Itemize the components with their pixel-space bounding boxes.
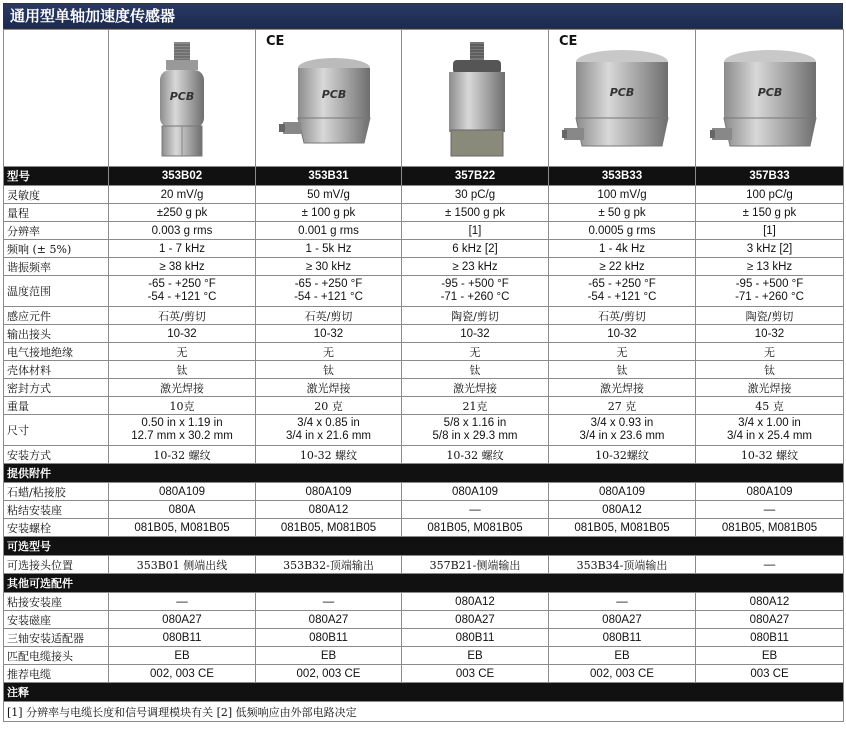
- cell-value: 激光焊接: [402, 379, 549, 397]
- cell-value: 钛: [109, 361, 256, 379]
- page-title: 通用型单轴加速度传感器: [3, 3, 843, 29]
- cell-value: EB: [256, 647, 402, 665]
- cell-value: 10-32: [549, 325, 696, 343]
- table-row: [4, 665, 844, 683]
- table-row: [4, 361, 844, 379]
- cell-value: [696, 276, 844, 307]
- cell-value: [402, 276, 549, 307]
- cell-value: 080B11: [402, 629, 549, 647]
- cell-value: ± 1500 g pk: [402, 204, 549, 222]
- cell-value: 石英/剪切: [109, 307, 256, 325]
- row-label: 安装方式: [4, 446, 109, 464]
- model-header-label: 型号: [4, 167, 109, 186]
- cell-line: -54 - +121 °C: [294, 291, 363, 303]
- cell-value: 20 克: [256, 397, 402, 415]
- cell-value: 无: [109, 343, 256, 361]
- row-label: 匹配电缆接头: [4, 647, 109, 665]
- cell-line: -71 - +260 °C: [440, 291, 510, 303]
- cell-value: 080A27: [549, 611, 696, 629]
- product-image-cell: [696, 30, 844, 167]
- table-row: [4, 501, 844, 519]
- cell-line: -54 - +121 °C: [587, 291, 657, 303]
- cell-value: ± 150 g pk: [696, 204, 844, 222]
- cell-value: 080A12: [256, 501, 402, 519]
- cell-value: 080B11: [696, 629, 844, 647]
- cell-value: [549, 415, 696, 446]
- cell-line: 3/4 in x 25.4 mm: [726, 430, 812, 442]
- cell-value: 002, 003 CE: [109, 665, 256, 683]
- table-row: [4, 222, 844, 240]
- cell-line: -71 - +260 °C: [735, 291, 804, 303]
- cell-value: 无: [696, 343, 844, 361]
- cell-line: 3/4 x 1.00 in: [738, 417, 801, 429]
- section-accessories-title: 提供附件: [4, 464, 844, 483]
- cell-value: 0.001 g rms: [256, 222, 402, 240]
- section-accessories: [4, 464, 844, 483]
- table-row: [4, 556, 844, 574]
- row-label: 壳体材料: [4, 361, 109, 379]
- cell-value: 080A109: [256, 483, 402, 501]
- cell-value: 080A12: [402, 593, 549, 611]
- cell-value: 45 克: [696, 397, 844, 415]
- cell-value: 0.0005 g rms: [549, 222, 696, 240]
- product-image-cell: [256, 30, 402, 167]
- table-row: [4, 611, 844, 629]
- cell-value: EB: [109, 647, 256, 665]
- table-row: [4, 415, 844, 446]
- cell-line: -65 - +250 °F: [148, 278, 216, 290]
- cell-value: 003 CE: [696, 665, 844, 683]
- cell-value: [109, 415, 256, 446]
- product-image-cell: [402, 30, 549, 167]
- product-image-cell: [549, 30, 696, 167]
- sensor-large-icon: [551, 30, 693, 160]
- svg-text:PCB: PCB: [609, 86, 635, 99]
- cell-value: 21克: [402, 397, 549, 415]
- cell-value: 10-32 螺纹: [696, 446, 844, 464]
- cell-value: 080B11: [549, 629, 696, 647]
- table-row: [4, 379, 844, 397]
- row-label: 输出接头: [4, 325, 109, 343]
- cell-value: 002, 003 CE: [256, 665, 402, 683]
- cell-line: 3/4 in x 21.6 mm: [285, 430, 371, 442]
- cell-value: ±250 g pk: [109, 204, 256, 222]
- cell-value: 陶瓷/剪切: [696, 307, 844, 325]
- cell-value: 10-32: [109, 325, 256, 343]
- section-notes: [4, 683, 844, 702]
- image-row-label: [4, 30, 109, 167]
- cell-value: 353B01 侧端出线: [109, 556, 256, 574]
- cell-line: 5/8 in x 29.3 mm: [432, 430, 518, 442]
- product-image: [404, 30, 546, 166]
- table-row: [4, 343, 844, 361]
- cell-value: —: [696, 501, 844, 519]
- product-image: [258, 30, 399, 166]
- product-image: [698, 30, 841, 166]
- cell-value: 080A: [109, 501, 256, 519]
- row-label: 粘结安装座: [4, 501, 109, 519]
- row-label: 频响 (± 5%): [4, 240, 109, 258]
- row-label: 推荐电缆: [4, 665, 109, 683]
- product-image: [551, 30, 693, 166]
- cell-value: 钛: [402, 361, 549, 379]
- cell-value: 1 - 7 kHz: [109, 240, 256, 258]
- table-row: [4, 629, 844, 647]
- cell-value: 100 pC/g: [696, 186, 844, 204]
- cell-value: 081B05, M081B05: [402, 519, 549, 537]
- cell-value: ≥ 38 kHz: [109, 258, 256, 276]
- cell-value: 石英/剪切: [256, 307, 402, 325]
- spec-table: [3, 29, 844, 722]
- cell-line: 3/4 x 0.93 in: [590, 417, 654, 429]
- model-name: 353B33: [549, 167, 696, 186]
- table-row: [4, 519, 844, 537]
- cell-value: 080A109: [549, 483, 696, 501]
- table-row: [4, 240, 844, 258]
- cell-value: —: [256, 593, 402, 611]
- cell-value: 1 - 4k Hz: [549, 240, 696, 258]
- ce-mark: CE: [266, 34, 285, 49]
- cell-value: [256, 276, 402, 307]
- cell-value: ± 50 g pk: [549, 204, 696, 222]
- section-optional-models-title: 可选型号: [4, 537, 844, 556]
- cell-value: 10-32 螺纹: [256, 446, 402, 464]
- cell-value: [1]: [402, 222, 549, 240]
- cell-value: —: [402, 501, 549, 519]
- cell-value: 30 pC/g: [402, 186, 549, 204]
- table-row: [4, 276, 844, 307]
- cell-value: EB: [696, 647, 844, 665]
- table-row: [4, 204, 844, 222]
- cell-value: [549, 276, 696, 307]
- cell-value: 10-32螺纹: [549, 446, 696, 464]
- row-label: 可选接头位置: [4, 556, 109, 574]
- table-row: [4, 397, 844, 415]
- cell-value: 10-32: [402, 325, 549, 343]
- cell-value: 080A27: [256, 611, 402, 629]
- cell-value: 080A109: [109, 483, 256, 501]
- notes-text: [1] 分辨率与电缆长度和信号调理模块有关 [2] 低频响应由外部电路决定: [4, 702, 844, 722]
- cell-value: 10克: [109, 397, 256, 415]
- table-row: [4, 325, 844, 343]
- cell-value: [1]: [696, 222, 844, 240]
- cell-value: 080A27: [402, 611, 549, 629]
- cell-value: EB: [549, 647, 696, 665]
- cell-value: 080A12: [549, 501, 696, 519]
- cell-value: ≥ 22 kHz: [549, 258, 696, 276]
- table-row: [4, 647, 844, 665]
- sensor-cylinder-icon: [258, 30, 399, 160]
- spec-sheet: [3, 3, 843, 722]
- cell-value: ≥ 23 kHz: [402, 258, 549, 276]
- cell-value: 10-32 螺纹: [402, 446, 549, 464]
- cell-value: 003 CE: [402, 665, 549, 683]
- row-label: 量程: [4, 204, 109, 222]
- cell-value: 6 kHz [2]: [402, 240, 549, 258]
- cell-value: —: [696, 556, 844, 574]
- cell-value: 激光焊接: [256, 379, 402, 397]
- cell-value: 无: [402, 343, 549, 361]
- cell-line: -65 - +250 °F: [588, 278, 656, 290]
- cell-value: [109, 276, 256, 307]
- row-label: 安装磁座: [4, 611, 109, 629]
- svg-text:PCB: PCB: [757, 86, 782, 99]
- notes-row: [4, 702, 844, 722]
- image-row: [4, 30, 844, 167]
- cell-value: 353B32-顶端输出: [256, 556, 402, 574]
- svg-text:PCB: PCB: [321, 88, 346, 101]
- cell-value: —: [549, 593, 696, 611]
- cell-line: 3/4 x 0.85 in: [297, 417, 360, 429]
- row-label: 感应元件: [4, 307, 109, 325]
- cell-value: 钛: [256, 361, 402, 379]
- cell-line: 5/8 x 1.16 in: [443, 417, 507, 429]
- row-label: 温度范围: [4, 276, 109, 307]
- cell-line: 0.50 in x 1.19 in: [141, 417, 223, 429]
- cell-value: 357B21-侧端输出: [402, 556, 549, 574]
- cell-value: 080A109: [402, 483, 549, 501]
- cell-value: 081B05, M081B05: [549, 519, 696, 537]
- row-label: 安装螺栓: [4, 519, 109, 537]
- cell-value: 080B11: [256, 629, 402, 647]
- cell-value: 无: [256, 343, 402, 361]
- row-label: 石蜡/粘接胶: [4, 483, 109, 501]
- cell-value: 1 - 5k Hz: [256, 240, 402, 258]
- cell-value: 100 mV/g: [549, 186, 696, 204]
- cell-value: 0.003 g rms: [109, 222, 256, 240]
- sensor-large-icon: [698, 30, 841, 160]
- cell-value: 080A12: [696, 593, 844, 611]
- row-label: 灵敏度: [4, 186, 109, 204]
- ce-mark: CE: [559, 34, 578, 49]
- cell-line: 3/4 in x 23.6 mm: [579, 430, 665, 442]
- cell-line: -54 - +121 °C: [147, 291, 217, 303]
- model-name: 353B02: [109, 167, 256, 186]
- row-label: 谐振频率: [4, 258, 109, 276]
- cell-line: -95 - +500 °F: [735, 278, 804, 290]
- table-row: [4, 446, 844, 464]
- row-label: 粘接安装座: [4, 593, 109, 611]
- product-image: [111, 30, 253, 166]
- cell-value: 27 克: [549, 397, 696, 415]
- cell-value: 50 mV/g: [256, 186, 402, 204]
- cell-value: 陶瓷/剪切: [402, 307, 549, 325]
- row-label: 分辨率: [4, 222, 109, 240]
- table-row: [4, 307, 844, 325]
- cell-line: -95 - +500 °F: [441, 278, 509, 290]
- cell-value: 20 mV/g: [109, 186, 256, 204]
- svg-text:PCB: PCB: [169, 90, 195, 103]
- cell-line: 12.7 mm x 30.2 mm: [131, 430, 233, 442]
- cell-value: ± 100 g pk: [256, 204, 402, 222]
- cell-value: ≥ 13 kHz: [696, 258, 844, 276]
- cell-value: 钛: [549, 361, 696, 379]
- cell-value: 081B05, M081B05: [256, 519, 402, 537]
- cell-value: 钛: [696, 361, 844, 379]
- section-notes-title: 注释: [4, 683, 844, 702]
- cell-line: -65 - +250 °F: [294, 278, 363, 290]
- cell-value: 10-32: [256, 325, 402, 343]
- cell-value: 10-32 螺纹: [109, 446, 256, 464]
- cell-value: EB: [402, 647, 549, 665]
- table-row: [4, 258, 844, 276]
- model-header-row: [4, 167, 844, 186]
- cell-value: 10-32: [696, 325, 844, 343]
- section-other-accessories-title: 其他可选配件: [4, 574, 844, 593]
- cell-value: 353B34-顶端输出: [549, 556, 696, 574]
- cell-value: ≥ 30 kHz: [256, 258, 402, 276]
- cell-value: [256, 415, 402, 446]
- sensor-tall-icon: [111, 30, 253, 160]
- cell-value: 080A109: [696, 483, 844, 501]
- cell-value: 080B11: [109, 629, 256, 647]
- cell-value: 3 kHz [2]: [696, 240, 844, 258]
- cell-value: 激光焊接: [696, 379, 844, 397]
- cell-value: 081B05, M081B05: [696, 519, 844, 537]
- cell-value: 080A27: [696, 611, 844, 629]
- row-label: 密封方式: [4, 379, 109, 397]
- cell-value: —: [109, 593, 256, 611]
- model-name: 357B22: [402, 167, 549, 186]
- table-row: [4, 186, 844, 204]
- cell-value: [402, 415, 549, 446]
- row-label: 电气接地绝缘: [4, 343, 109, 361]
- cell-value: 002, 003 CE: [549, 665, 696, 683]
- product-image-cell: [109, 30, 256, 167]
- section-other-accessories: [4, 574, 844, 593]
- cell-value: 激光焊接: [109, 379, 256, 397]
- table-row: [4, 593, 844, 611]
- cell-value: 080A27: [109, 611, 256, 629]
- cell-value: [696, 415, 844, 446]
- row-label: 重量: [4, 397, 109, 415]
- sensor-charge-icon: [404, 30, 546, 160]
- cell-value: 081B05, M081B05: [109, 519, 256, 537]
- cell-value: 激光焊接: [549, 379, 696, 397]
- cell-value: 无: [549, 343, 696, 361]
- model-name: 357B33: [696, 167, 844, 186]
- section-optional-models: [4, 537, 844, 556]
- row-label: 三轴安装适配器: [4, 629, 109, 647]
- cell-value: 石英/剪切: [549, 307, 696, 325]
- table-row: [4, 483, 844, 501]
- model-name: 353B31: [256, 167, 402, 186]
- row-label: 尺寸: [4, 415, 109, 446]
